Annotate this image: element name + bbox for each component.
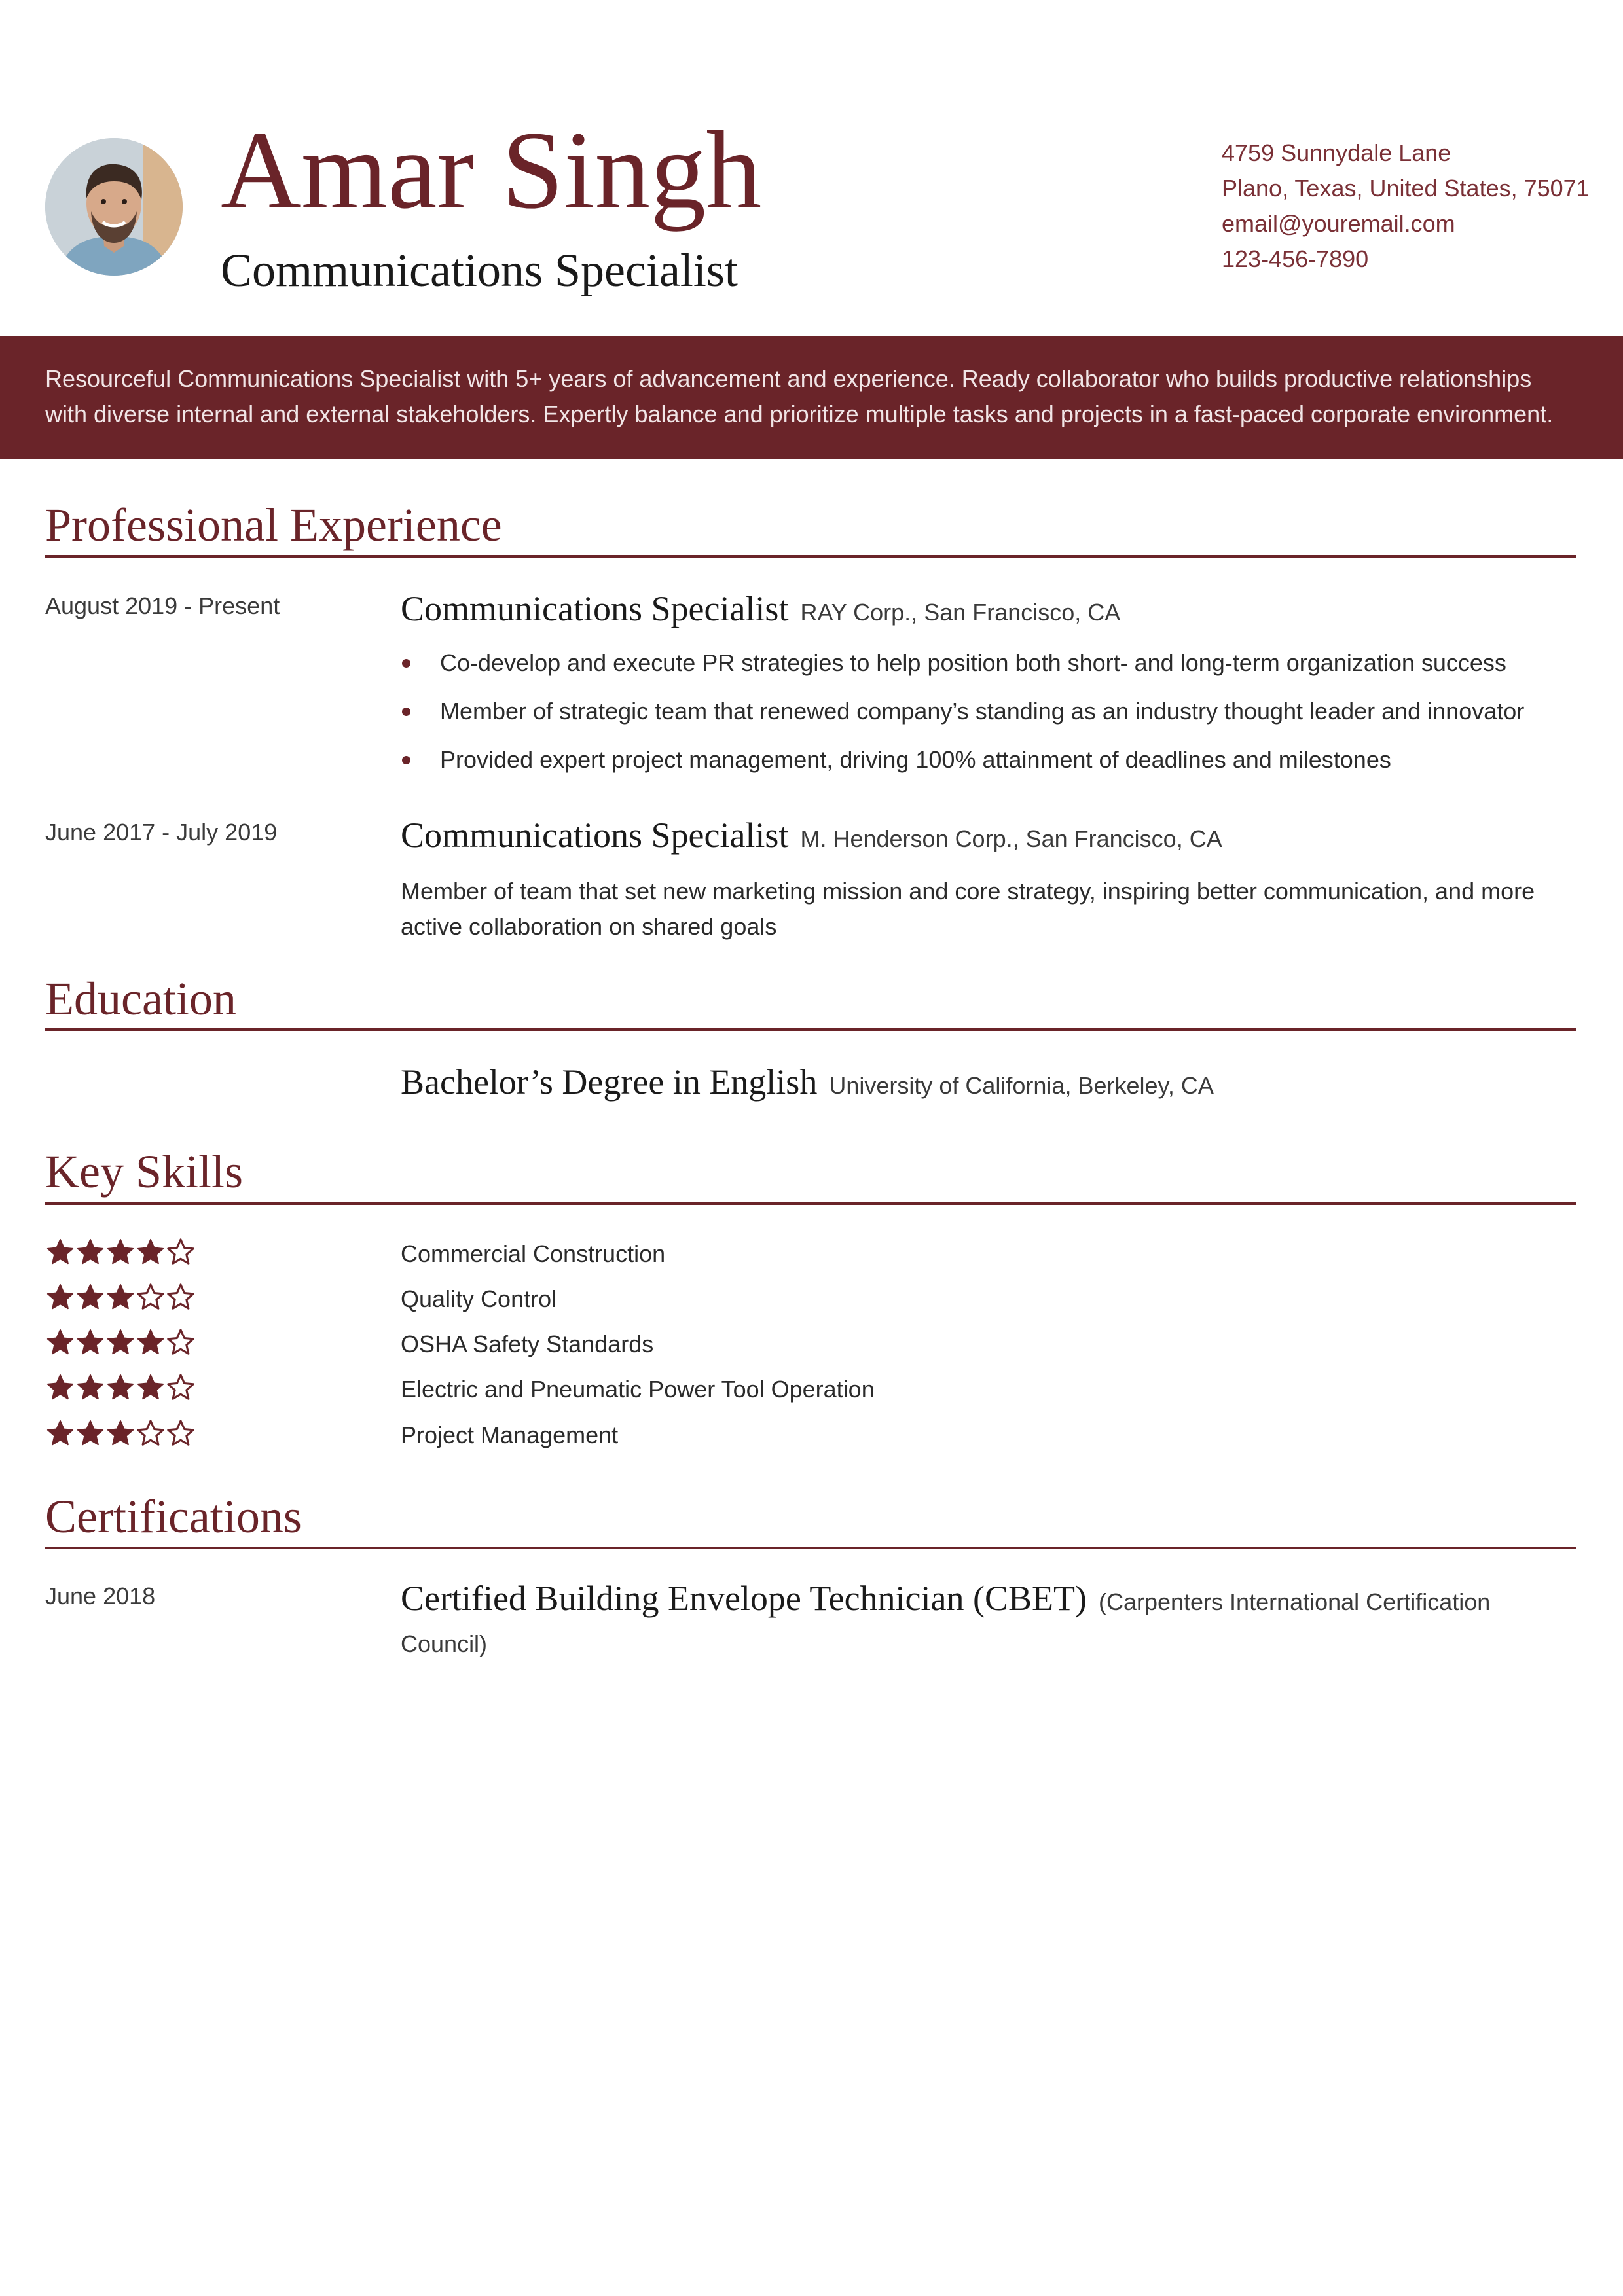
star-filled-icon	[105, 1327, 136, 1357]
star-filled-icon	[45, 1418, 75, 1448]
job-description: Member of team that set new marketing mission and core strategy, inspiring better communication, and more active collaboration on shared goals	[401, 878, 1535, 940]
skill-row	[45, 1416, 1486, 1455]
skill-row	[45, 1370, 1486, 1409]
bullet-text: Co-develop and execute PR strategies to help position both short- and long-term organization success	[440, 649, 1506, 676]
degree-title: Bachelor’s Degree in English	[401, 1062, 818, 1102]
section-title-experience: Professional Experience	[45, 495, 1576, 558]
job-employer: M. Henderson Corp., San Francisco, CA	[800, 825, 1222, 852]
skill-rating	[45, 1282, 196, 1312]
address-line-2: Plano, Texas, United States, 75071	[1222, 175, 1590, 202]
star-filled-icon	[105, 1237, 136, 1267]
bullet-text: Member of strategic team that renewed company’s standing as an industry thought leader and innovator	[440, 698, 1525, 725]
star-filled-icon	[136, 1372, 166, 1403]
star-empty-icon	[166, 1237, 196, 1267]
summary-band	[0, 336, 1623, 459]
address-line-1: 4759 Sunnydale Lane	[1222, 139, 1451, 166]
bullet-icon	[402, 659, 410, 668]
person-avatar-icon	[45, 138, 183, 276]
education-entry	[401, 1059, 1579, 1109]
skill-name: Electric and Pneumatic Power Tool Operation	[401, 1376, 875, 1403]
job-bullets	[401, 639, 1579, 784]
skill-row	[45, 1280, 1486, 1319]
job-header	[401, 586, 1579, 636]
star-filled-icon	[136, 1237, 166, 1267]
candidate-name: Amar Singh	[221, 109, 762, 232]
star-filled-icon	[45, 1282, 75, 1312]
skill-rating	[45, 1372, 196, 1403]
star-filled-icon	[75, 1372, 105, 1403]
star-filled-icon	[75, 1282, 105, 1312]
job-dates: August 2019 - Present	[45, 592, 280, 619]
star-filled-icon	[75, 1418, 105, 1448]
star-filled-icon	[45, 1372, 75, 1403]
cert-entry	[401, 1577, 1579, 1665]
cert-issuer: (Carpenters International Certification Council)	[401, 1588, 1491, 1657]
skill-row	[45, 1234, 1486, 1274]
list-item	[401, 687, 1579, 736]
section-title-education: Education	[45, 969, 1576, 1031]
skill-rating	[45, 1237, 196, 1267]
school-name: University of California, Berkeley, CA	[829, 1072, 1214, 1099]
skill-name: Project Management	[401, 1422, 619, 1448]
bullet-icon	[402, 708, 410, 716]
star-filled-icon	[136, 1327, 166, 1357]
job-title: Communications Specialist	[401, 816, 789, 855]
star-filled-icon	[105, 1372, 136, 1403]
job-headline: Communications Specialist	[221, 244, 738, 296]
cert-title: Certified Building Envelope Technician (CBET)	[401, 1579, 1087, 1618]
contact-info	[1222, 135, 1588, 277]
list-item	[401, 639, 1579, 687]
star-empty-icon	[136, 1282, 166, 1312]
job-employer: RAY Corp., San Francisco, CA	[800, 599, 1121, 626]
star-filled-icon	[105, 1282, 136, 1312]
section-title-skills: Key Skills	[45, 1142, 1576, 1205]
star-filled-icon	[45, 1237, 75, 1267]
skill-name: OSHA Safety Standards	[401, 1331, 654, 1357]
skill-rating	[45, 1418, 196, 1448]
job-title: Communications Specialist	[401, 589, 789, 628]
star-empty-icon	[166, 1372, 196, 1403]
cert-date: June 2018	[45, 1583, 156, 1609]
skill-rating	[45, 1327, 196, 1357]
job-dates: June 2017 - July 2019	[45, 819, 278, 846]
skill-name: Quality Control	[401, 1285, 557, 1312]
bullet-icon	[402, 756, 410, 764]
star-filled-icon	[75, 1237, 105, 1267]
summary-text: Resourceful Communications Specialist with 5+ years of advancement and experience. Ready collaborator who builds productive relationships with diverse internal and external stakeholders. Expertly balance and prioritize multiple tasks and projects in a fast-paced corporate environment.	[45, 365, 1554, 427]
phone-number: 123-456-7890	[1222, 245, 1369, 272]
section-title-certifications: Certifications	[45, 1487, 1576, 1549]
star-empty-icon	[166, 1327, 196, 1357]
star-filled-icon	[45, 1327, 75, 1357]
skill-row	[45, 1325, 1486, 1364]
star-filled-icon	[105, 1418, 136, 1448]
star-empty-icon	[166, 1282, 196, 1312]
profile-photo	[45, 138, 183, 276]
star-filled-icon	[75, 1327, 105, 1357]
skill-name: Commercial Construction	[401, 1240, 666, 1267]
email-link[interactable]: email@youremail.com	[1222, 210, 1455, 237]
star-empty-icon	[166, 1418, 196, 1448]
star-empty-icon	[136, 1418, 166, 1448]
list-item	[401, 736, 1579, 784]
bullet-text: Provided expert project management, driving 100% attainment of deadlines and milestones	[440, 746, 1391, 773]
job-header	[401, 812, 1579, 862]
